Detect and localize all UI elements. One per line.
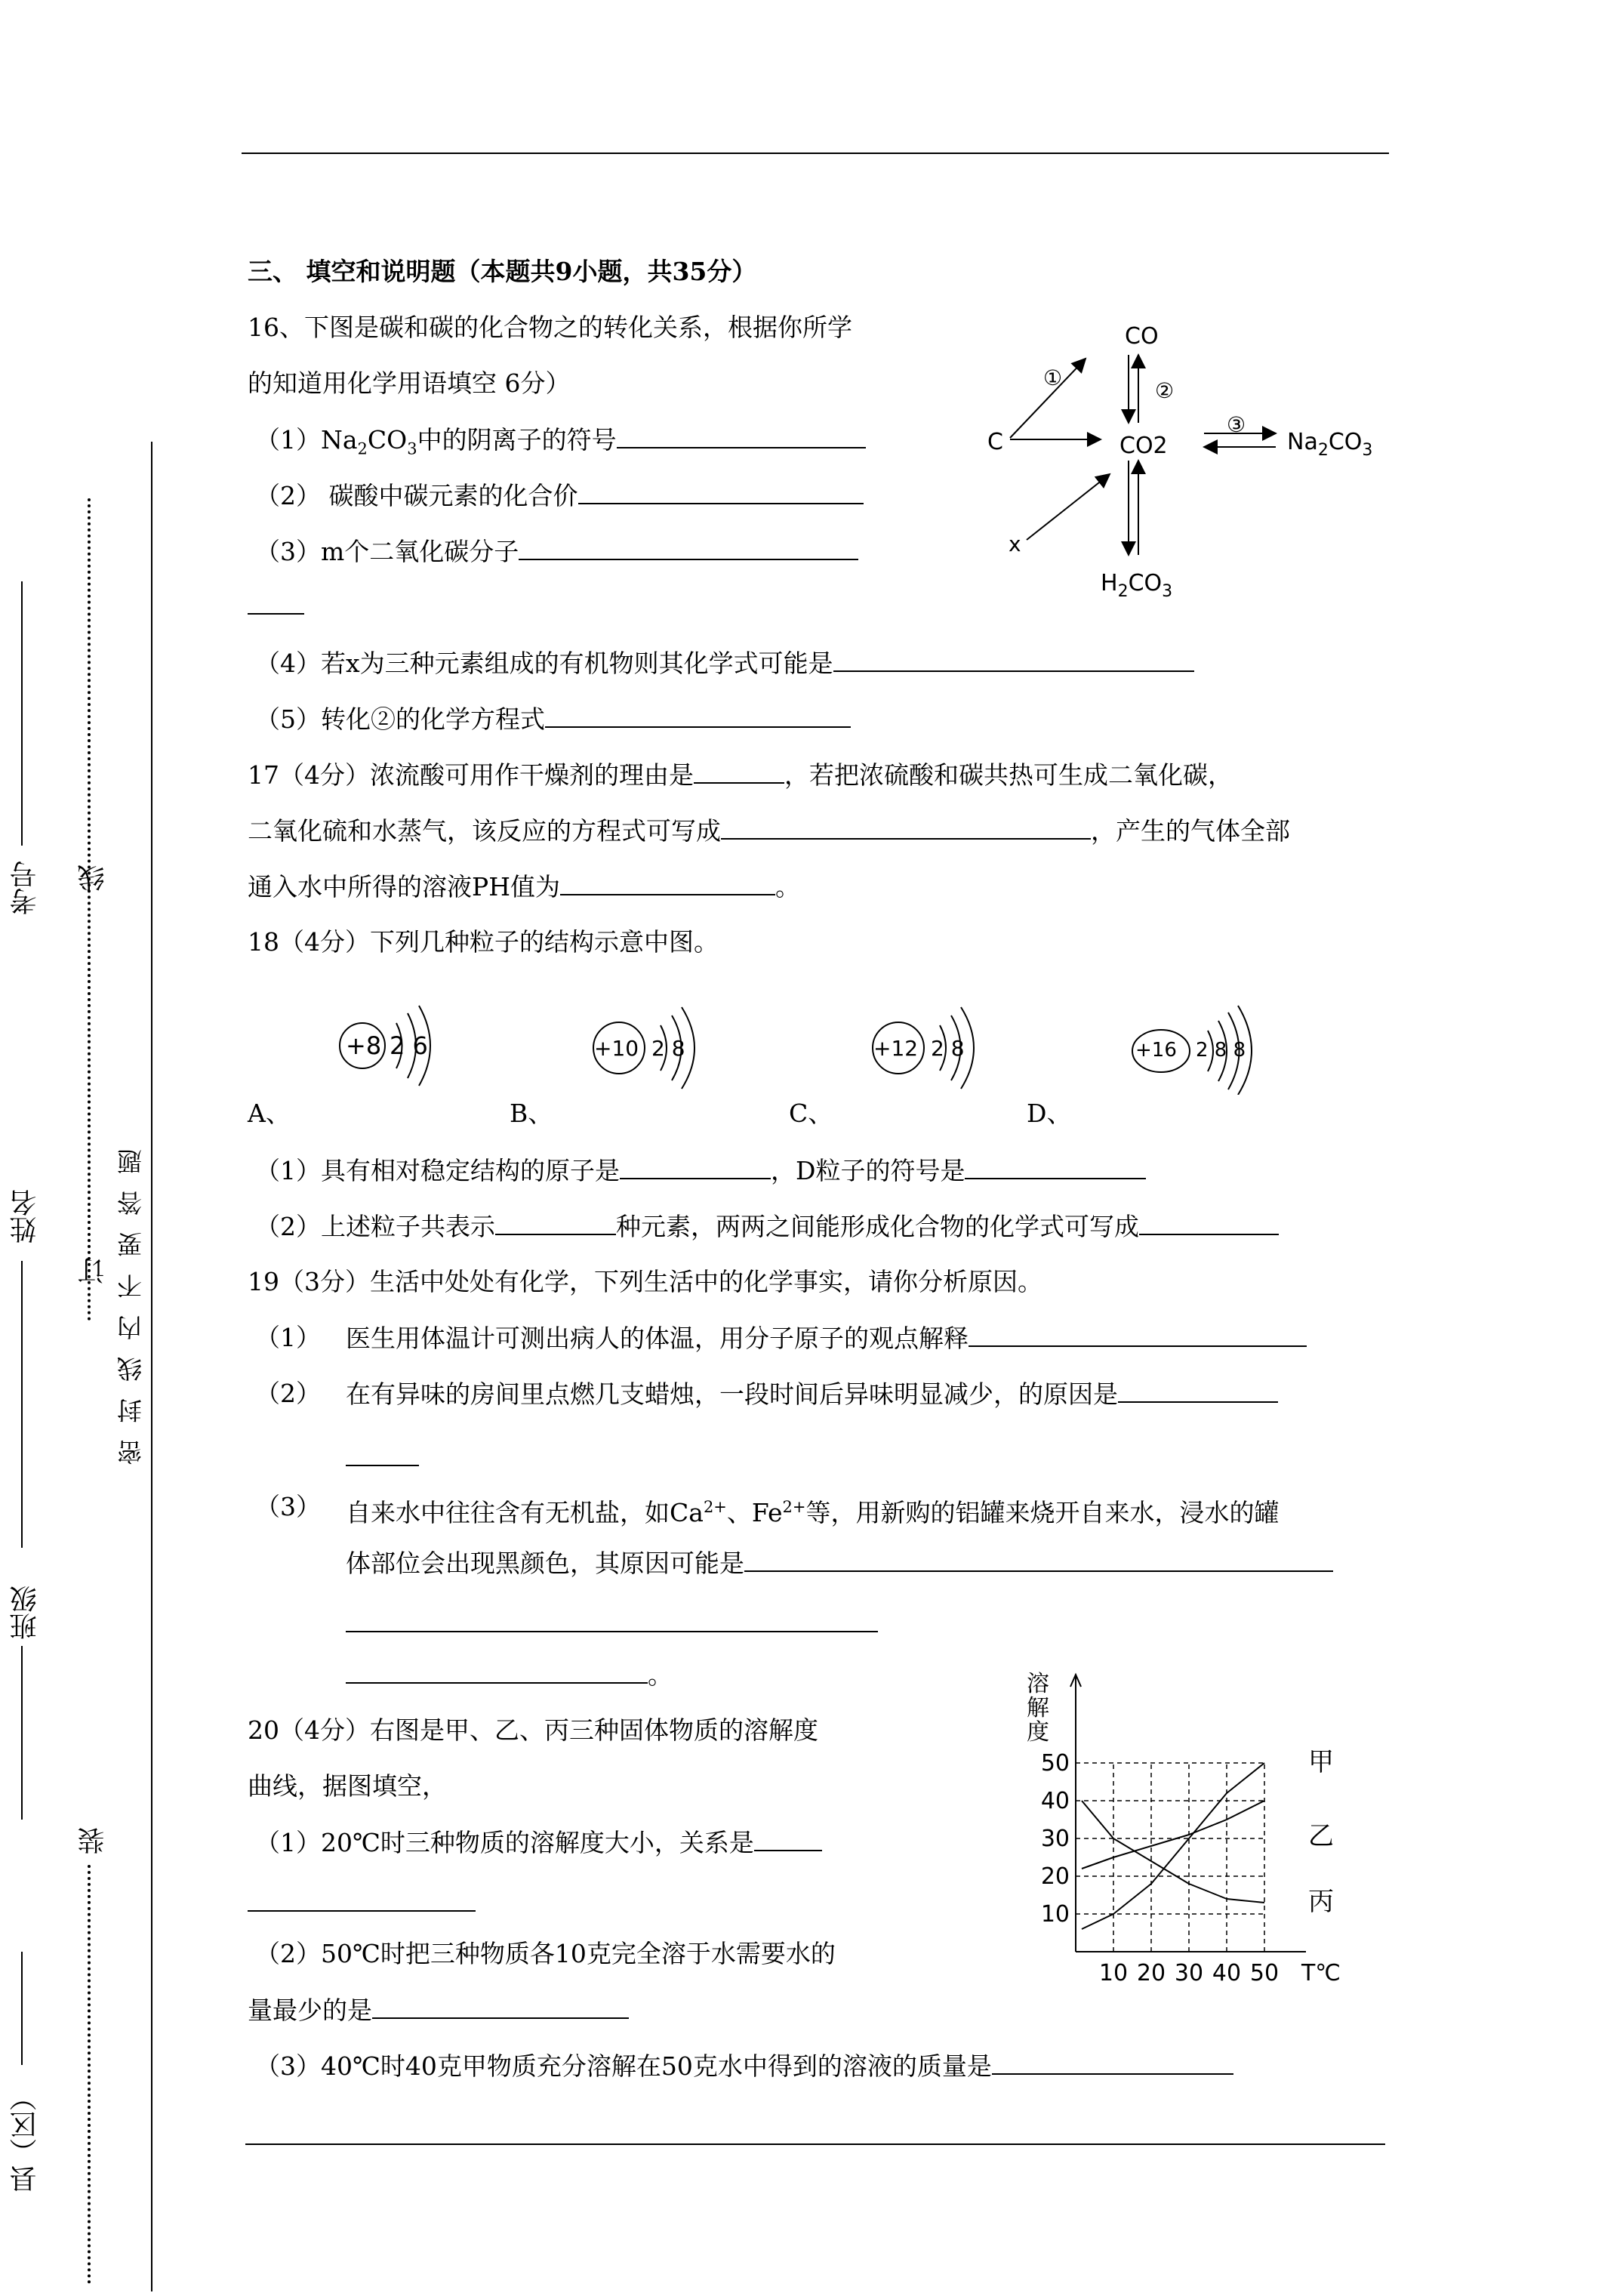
atom-d-nucleus: +16 <box>1135 1039 1177 1062</box>
q19-i3d: 体部位会出现黑颜色，其原因可能是 <box>346 1549 744 1578</box>
section-title: 三、 填空和说明题（本题共9小题，共35分） <box>248 257 757 286</box>
y-axis-label-char: 溶 <box>1027 1671 1049 1697</box>
q17-l3a: 通入水中所得的溶液PH值为 <box>248 872 560 901</box>
bottom-rule <box>245 2143 1385 2145</box>
class-field-line <box>21 1646 23 1820</box>
q17-blank3[interactable] <box>560 871 775 895</box>
binding-dotted-line-upper <box>88 498 91 1321</box>
x-tick-label: 20 <box>1136 1960 1166 1986</box>
q17-l2b: ，产生的气体全部 <box>1091 816 1290 846</box>
county-label: 县（区） <box>10 2084 41 2193</box>
q19-item3-line2 <box>346 1548 1333 1579</box>
q16-p1-mid: CO <box>367 425 408 455</box>
atom-b-nucleus: +10 <box>594 1036 639 1061</box>
q16-p1-prefix: （1）Na <box>255 425 358 455</box>
county-field-line <box>21 1952 23 2065</box>
q19-i2-text: 在有异味的房间里点燃几支蜡烛，一段时间后异味明显减少，的原因是 <box>346 1379 1118 1409</box>
q19-item3-line4 <box>346 1660 673 1690</box>
q19-stem: 19（3分）生活中处处有化学，下列生活中的化学事实，请你分析原因。 <box>248 1267 1042 1296</box>
q16-part3 <box>255 536 858 567</box>
q16-stem-line2: 的知道用化学用语填空 6分） <box>248 368 571 398</box>
y-axis-label-char: 度 <box>1027 1719 1049 1746</box>
q18-blank3[interactable] <box>495 1211 616 1235</box>
y-tick-label: 50 <box>1040 1750 1070 1777</box>
q18-part2 <box>255 1211 1279 1242</box>
diagram-num2: ② <box>1155 378 1175 403</box>
q16-p4-blank[interactable] <box>833 648 1194 672</box>
y-tick-label: 40 <box>1040 1788 1070 1814</box>
q19-blank3[interactable] <box>744 1548 1333 1572</box>
q19-blank2-continued[interactable] <box>346 1465 419 1466</box>
q17-blank1[interactable] <box>694 760 784 784</box>
q16-p2-blank[interactable] <box>578 480 864 504</box>
q17-l1a: 17（4分）浓流酸可用作干燥剂的理由是 <box>248 760 694 790</box>
atom-a-nucleus: +8 <box>346 1031 382 1060</box>
series-label: 甲 <box>1308 1747 1334 1777</box>
q19-i3-end: 。 <box>648 1660 673 1690</box>
q16-part5 <box>255 704 851 735</box>
q19-i3b: 、Fe <box>726 1498 783 1527</box>
q19-blank1[interactable] <box>969 1323 1307 1347</box>
q17-l3b: 。 <box>775 872 800 901</box>
y-tick-label: 20 <box>1040 1863 1070 1890</box>
q20-part1 <box>255 1827 822 1858</box>
atom-a-label: A、 <box>248 1099 291 1128</box>
x-tick-label: 10 <box>1098 1960 1129 1986</box>
top-rule <box>242 153 1389 154</box>
q19-i3-sup1: 2+ <box>703 1498 727 1516</box>
q18-blank4[interactable] <box>1139 1211 1279 1235</box>
y-tick-label: 30 <box>1040 1826 1070 1852</box>
diagram-x: x <box>1009 532 1021 556</box>
atom-c-nucleus: +12 <box>873 1036 919 1061</box>
q18-part1 <box>255 1155 1146 1186</box>
q19-i3c: 等，用新购的铝罐来烧开自来水，浸水的罐 <box>805 1498 1280 1527</box>
q19-blank2[interactable] <box>1118 1379 1278 1403</box>
q16-stem-line1: 16、下图是碳和碳的化合物之的转化关系，根据你所学 <box>248 313 852 342</box>
q19-blank3-line2[interactable] <box>346 1631 878 1632</box>
q17-blank2[interactable] <box>721 815 1091 840</box>
diagram-c: C <box>987 429 1003 455</box>
q18-p1a: （1）具有相对稳定结构的原子是 <box>255 1156 620 1185</box>
q20-part2: （2）50℃时把三种物质各10克完全溶于水需要水的 <box>255 1939 836 1968</box>
q19-item3-num: （3） <box>255 1492 321 1521</box>
y-axis-label-char: 解 <box>1027 1695 1049 1721</box>
q17-l2a: 二氧化硫和水蒸气，该反应的方程式可写成 <box>248 816 721 846</box>
binding-zhuang: 装 <box>78 1827 109 1854</box>
number-field-line <box>21 581 23 846</box>
q19-blank3-line3[interactable] <box>346 1660 648 1684</box>
q19-item1 <box>346 1323 1307 1354</box>
atom-b <box>585 997 736 1095</box>
binding-xian: 线 <box>78 864 109 892</box>
q18-stem: 18（4分）下列几种粒子的结构示意中图。 <box>248 927 719 957</box>
atom-c-shells-text: 2 8 <box>931 1036 965 1061</box>
q18-blank1[interactable] <box>620 1155 771 1179</box>
atom-b-shells-text: 2 8 <box>651 1036 685 1061</box>
q20-blank1[interactable] <box>754 1827 822 1851</box>
q20-line1: 20（4分）右图是甲、乙、丙三种固体物质的溶解度 <box>248 1715 818 1745</box>
binding-dotted-line-lower <box>88 1865 91 2284</box>
q19-i1-text: 医生用体温计可测出病人的体温，用分子原子的观点解释 <box>346 1324 969 1353</box>
q16-p1-blank[interactable] <box>617 424 866 448</box>
series-label: 丙 <box>1308 1887 1334 1917</box>
q20-blank3[interactable] <box>992 2051 1233 2075</box>
q16-p3-text: （3）m个二氧化碳分子 <box>255 537 519 566</box>
atom-d-label: D、 <box>1027 1099 1072 1128</box>
binding-warning: 密封线内不要答题 <box>116 1133 146 1465</box>
atom-a-shells-text: 2 6 <box>390 1031 428 1060</box>
diagram-num1: ① <box>1043 365 1063 390</box>
atom-d-shells-text: 2 8 8 <box>1196 1039 1246 1062</box>
name-label: 姓名 <box>10 1189 41 1244</box>
x-tick-label: 40 <box>1212 1960 1242 1986</box>
atom-c <box>864 997 1015 1095</box>
q16-p1-sub2: 3 <box>407 439 417 458</box>
class-label: 班级 <box>10 1586 41 1640</box>
q20-p3-text: （3）40℃时40克甲物质充分溶解在50克水中得到的溶液的质量是 <box>255 2051 992 2081</box>
series-line-2 <box>1082 1801 1264 1903</box>
q18-p2a: （2）上述粒子共表示 <box>255 1212 495 1241</box>
q19-item2-num: （2） <box>255 1379 321 1408</box>
y-tick-label: 10 <box>1040 1901 1070 1928</box>
q16-part2 <box>255 480 864 511</box>
q20-part3 <box>255 2051 1233 2082</box>
q16-p1-suffix: 中的阴离子的符号 <box>417 425 617 455</box>
series-label: 乙 <box>1308 1821 1334 1851</box>
q20-p2b-text: 量最少的是 <box>248 1996 372 2025</box>
q16-p3-blank-continued[interactable] <box>248 613 304 615</box>
binding-solid-line <box>151 442 152 2291</box>
series-line-0 <box>1082 1763 1264 1929</box>
q20-blank1-continued[interactable] <box>248 1910 476 1912</box>
q16-p2-text: （2） 碳酸中碳元素的化合价 <box>255 481 578 510</box>
q17-line1 <box>248 760 1233 791</box>
q20-blank2[interactable] <box>372 1995 629 2019</box>
q20-part2b <box>248 1995 629 2026</box>
diagram-co2: CO2 <box>1119 433 1168 459</box>
q17-line2 <box>248 815 1290 846</box>
x-tick-label: 30 <box>1174 1960 1204 1986</box>
q19-item2 <box>346 1379 1278 1410</box>
q16-p5-blank[interactable] <box>545 704 851 728</box>
number-label: 考号 <box>10 861 41 915</box>
q20-p1-text: （1）20℃时三种物质的溶解度大小，关系是 <box>255 1828 754 1857</box>
q20-line2: 曲线，据图填空， <box>248 1771 447 1801</box>
q16-p3-blank[interactable] <box>519 536 858 560</box>
q19-i3-sup2: 2+ <box>782 1498 806 1516</box>
atom-b-label: B、 <box>510 1099 553 1128</box>
x-tick-label: 50 <box>1249 1960 1280 1986</box>
q19-i3a: 自来水中往往含有无机盐，如Ca <box>346 1498 704 1527</box>
q16-p4-text: （4）若x为三种元素组成的有机物则其化学式可能是 <box>255 649 833 678</box>
atom-a <box>332 997 468 1095</box>
binding-ding: 订 <box>78 1257 109 1284</box>
solubility-chart <box>989 1661 1381 1993</box>
atom-c-label: C、 <box>789 1099 833 1128</box>
q18-p1b: ，D粒子的符号是 <box>771 1156 965 1185</box>
name-field-line <box>21 1261 23 1548</box>
x-axis-label: T℃ <box>1301 1960 1341 1986</box>
diagram-co: CO <box>1125 323 1159 350</box>
diagram-h2co3: $H_2CO_3$ <box>1101 570 1173 601</box>
q18-blank2[interactable] <box>965 1155 1146 1179</box>
q17-line3 <box>248 871 800 902</box>
q19-item3-line1 <box>346 1492 1280 1528</box>
q19-item1-num: （1） <box>255 1323 321 1352</box>
q16-p1-sub1: 2 <box>357 439 368 458</box>
q18-p2b: 种元素，两两之间能形成化合物的化学式可写成 <box>616 1212 1139 1241</box>
diagram-num3: ③ <box>1227 412 1246 437</box>
atom-d <box>1125 997 1291 1095</box>
q16-part4 <box>255 648 1194 679</box>
diagram-na2co3: $Na_2CO_3$ <box>1287 429 1373 460</box>
q16-p5-text: （5）转化②的化学方程式 <box>255 704 545 734</box>
q16-part1 <box>255 424 866 464</box>
q17-l1b: ，若把浓硫酸和碳共热可生成二氧化碳， <box>784 760 1233 790</box>
q16-carbon-conversion-diagram <box>974 310 1412 612</box>
